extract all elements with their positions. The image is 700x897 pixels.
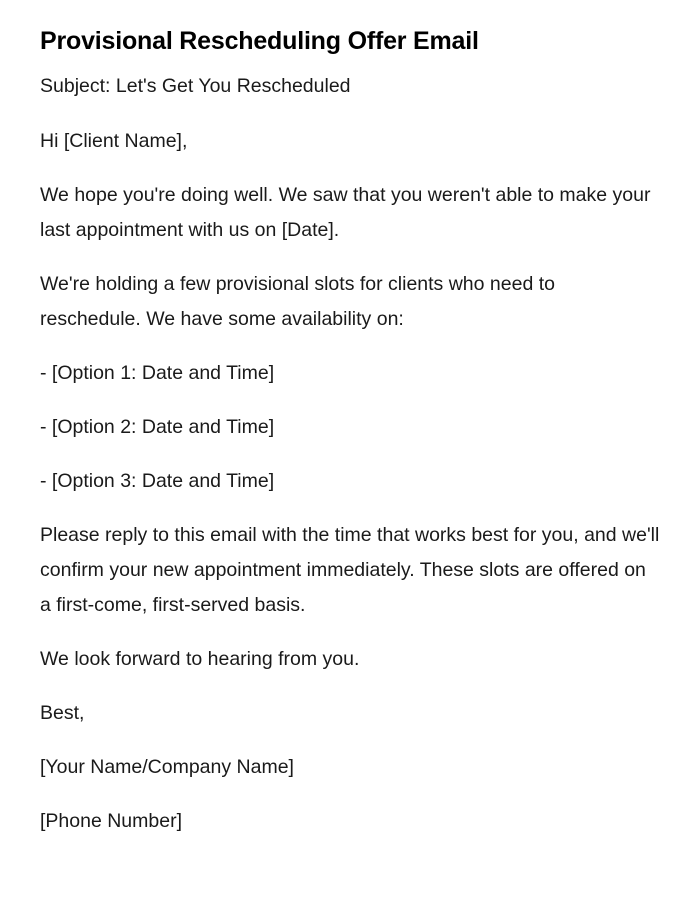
document-title: Provisional Rescheduling Offer Email	[40, 27, 479, 55]
email-greeting: Hi [Client Name],	[40, 130, 188, 152]
email-subject-line: Subject: Let's Get You Rescheduled	[40, 75, 351, 97]
option-1-line: - [Option 1: Date and Time]	[40, 362, 275, 384]
option-2-line: - [Option 2: Date and Time]	[40, 416, 275, 438]
email-intro-paragraph: We hope you're doing well. We saw that you weren't able to make your last appointment with us on [Date].	[40, 184, 651, 241]
slots-intro-paragraph: We're holding a few provisional slots for clients who need to reschedule. We have some availability on:	[40, 273, 555, 330]
sign-off: Best,	[40, 702, 85, 724]
signature-name: [Your Name/Company Name]	[40, 756, 294, 778]
closing-line: We look forward to hearing from you.	[40, 648, 360, 670]
option-3-line: - [Option 3: Date and Time]	[40, 470, 275, 492]
signature-phone: [Phone Number]	[40, 810, 182, 832]
reply-request-paragraph: Please reply to this email with the time that works best for you, and we'll confirm your new appointment immediately. These slots are offered on a first-come, first-served basis.	[40, 524, 660, 616]
